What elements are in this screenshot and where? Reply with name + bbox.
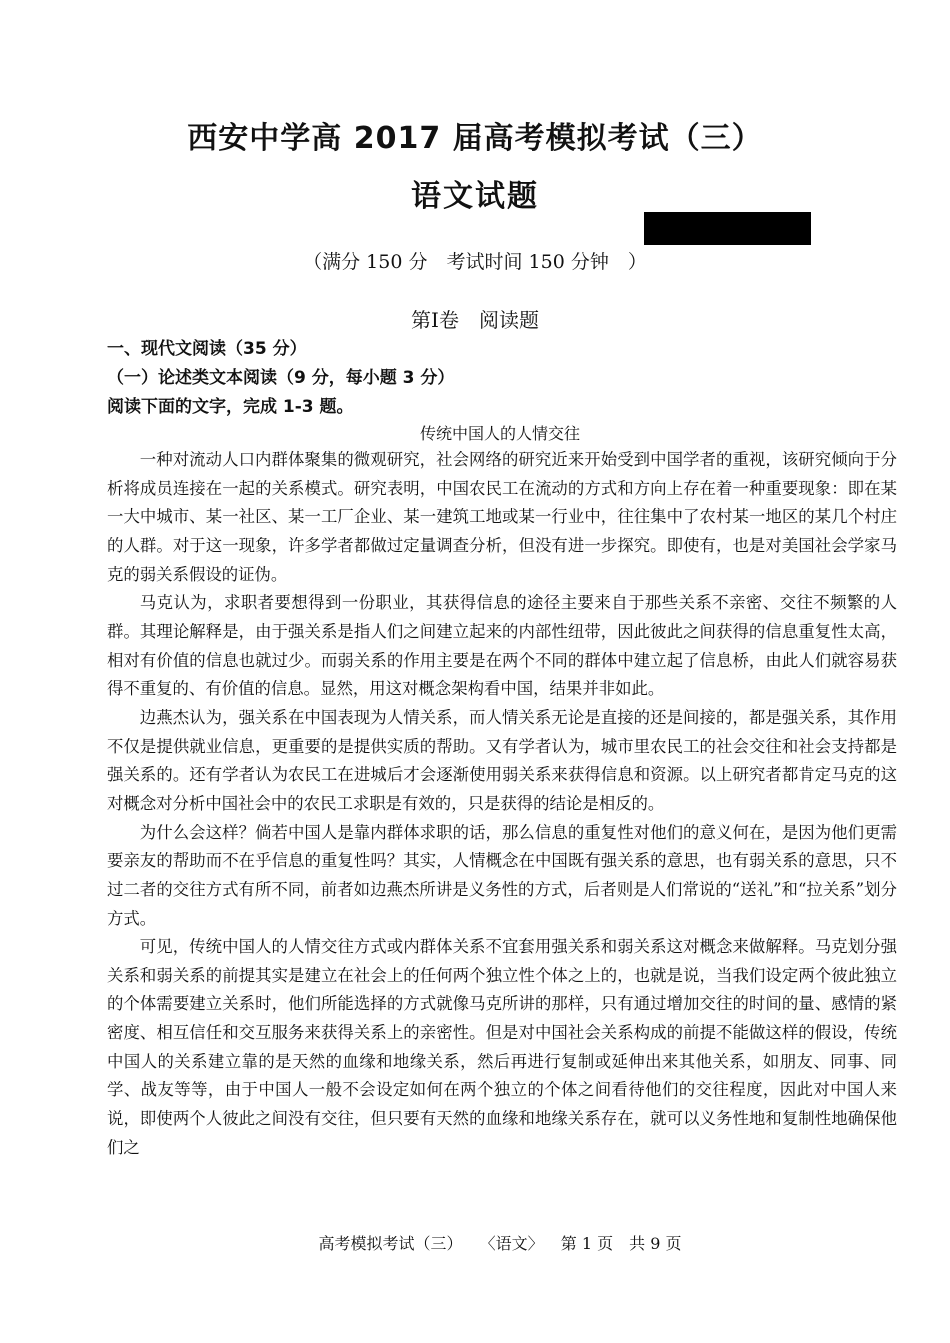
- article-body: [107, 446, 897, 1162]
- article-paragraph: 马克认为，求职者要想得到一份职业，其获得信息的途径主要来自于那些关系不亲密、交往不频繁的人群。其理论解释是，由于强关系是指人们之间建立起来的内部性纽带，因此彼此之间获得的信息重复性太高，相对有价值的信息也就过少。而弱关系的作用主要是在两个不同的群体中建立起了信息桥，由此人们就容易获得不重复的、有价值的信息。显然，用这对概念架构看中国，结果并非如此。: [107, 593, 897, 699]
- exam-subtitle: 语文试题: [411, 179, 539, 214]
- article-title: 传统中国人的人情交往: [419, 424, 580, 443]
- footer-exam-name: 高考模拟考试（三）: [318, 1234, 463, 1253]
- page-footer: [0, 1231, 950, 1254]
- footer-page-number: 第 1 页 共 9 页: [560, 1234, 682, 1253]
- section-title: 第Ⅰ卷 阅读题: [411, 308, 539, 332]
- article-paragraph: 边燕杰认为，强关系在中国表现为人情关系，而人情关系无论是直接的还是间接的，都是强关系，其作用不仅是提供就业信息，更重要的是提供实质的帮助。又有学者认为，城市里农民工的社会交往和社会支持都是强关系的。还有学者认为农民工在进城后才会逐渐使用弱关系来获得信息和资源。以上研究者都肯定马克的这对概念对分析中国社会中的农民工求职是有效的，只是获得的结论是相反的。: [107, 707, 897, 813]
- instruction-text: 阅读下面的文字，完成 1-3 题。: [107, 397, 354, 417]
- redaction-block: [644, 212, 811, 245]
- part-heading: 一、现代文阅读（35 分）: [107, 339, 307, 359]
- article-paragraph: 一种对流动人口内群体聚集的微观研究，社会网络的研究近来开始受到中国学者的重视，该研究倾向于分析将成员连接在一起的关系模式。研究表明，中国农民工在流动的方式和方向上存在着一种重要现象：即在某一大中城市、某一社区、某一工厂企业、某一建筑工地或某一行业中，往往集中了农村某一地区的某几个村庄的人群。对于这一现象，许多学者都做过定量调查分析，但没有进一步探究。即使有，也是对美国社会学家马克的弱关系假设的证伪。: [107, 450, 897, 584]
- footer-subject: 〈语文〉: [479, 1234, 544, 1253]
- exam-meta: （满分 150 分 考试时间 150 分钟 ）: [303, 251, 647, 273]
- subpart-heading: （一）论述类文本阅读（9 分，每小题 3 分）: [107, 368, 455, 388]
- article-paragraph: 为什么会这样？倘若中国人是靠内群体求职的话，那么信息的重复性对他们的意义何在，是因为他们更需要亲友的帮助而不在乎信息的重复性吗？其实，人情概念在中国既有强关系的意思，也有弱关系的意思，只不过二者的交往方式有所不同，前者如边燕杰所讲是义务性的方式，后者则是人们常说的“送礼”和“拉关系”划分方式。: [107, 822, 897, 928]
- article-paragraph: 可见，传统中国人的人情交往方式或内群体关系不宜套用强关系和弱关系这对概念来做解释。马克划分强关系和弱关系的前提其实是建立在社会上的任何两个独立性个体之上的，也就是说，当我们设定两个彼此独立的个体需要建立关系时，他们所能选择的方式就像马克所讲的那样，只有通过增加交往的时间的量、感情的紧密度、相互信任和交互服务来获得关系上的亲密性。但是对中国社会关系构成的前提不能做这样的假设，传统中国人的关系建立靠的是天然的血缘和地缘关系，然后再进行复制或延伸出来其他关系，如朋友、同事、同学、战友等等，由于中国人一般不会设定如何在两个独立的个体之间看待他们的交往程度，因此对中国人来说，即使两个人彼此之间没有交往，但只要有天然的血缘和地缘关系存在，就可以义务性地和复制性地确保他们之: [107, 937, 897, 1157]
- exam-title: 西安中学高 2017 届高考模拟考试（三）: [187, 121, 763, 156]
